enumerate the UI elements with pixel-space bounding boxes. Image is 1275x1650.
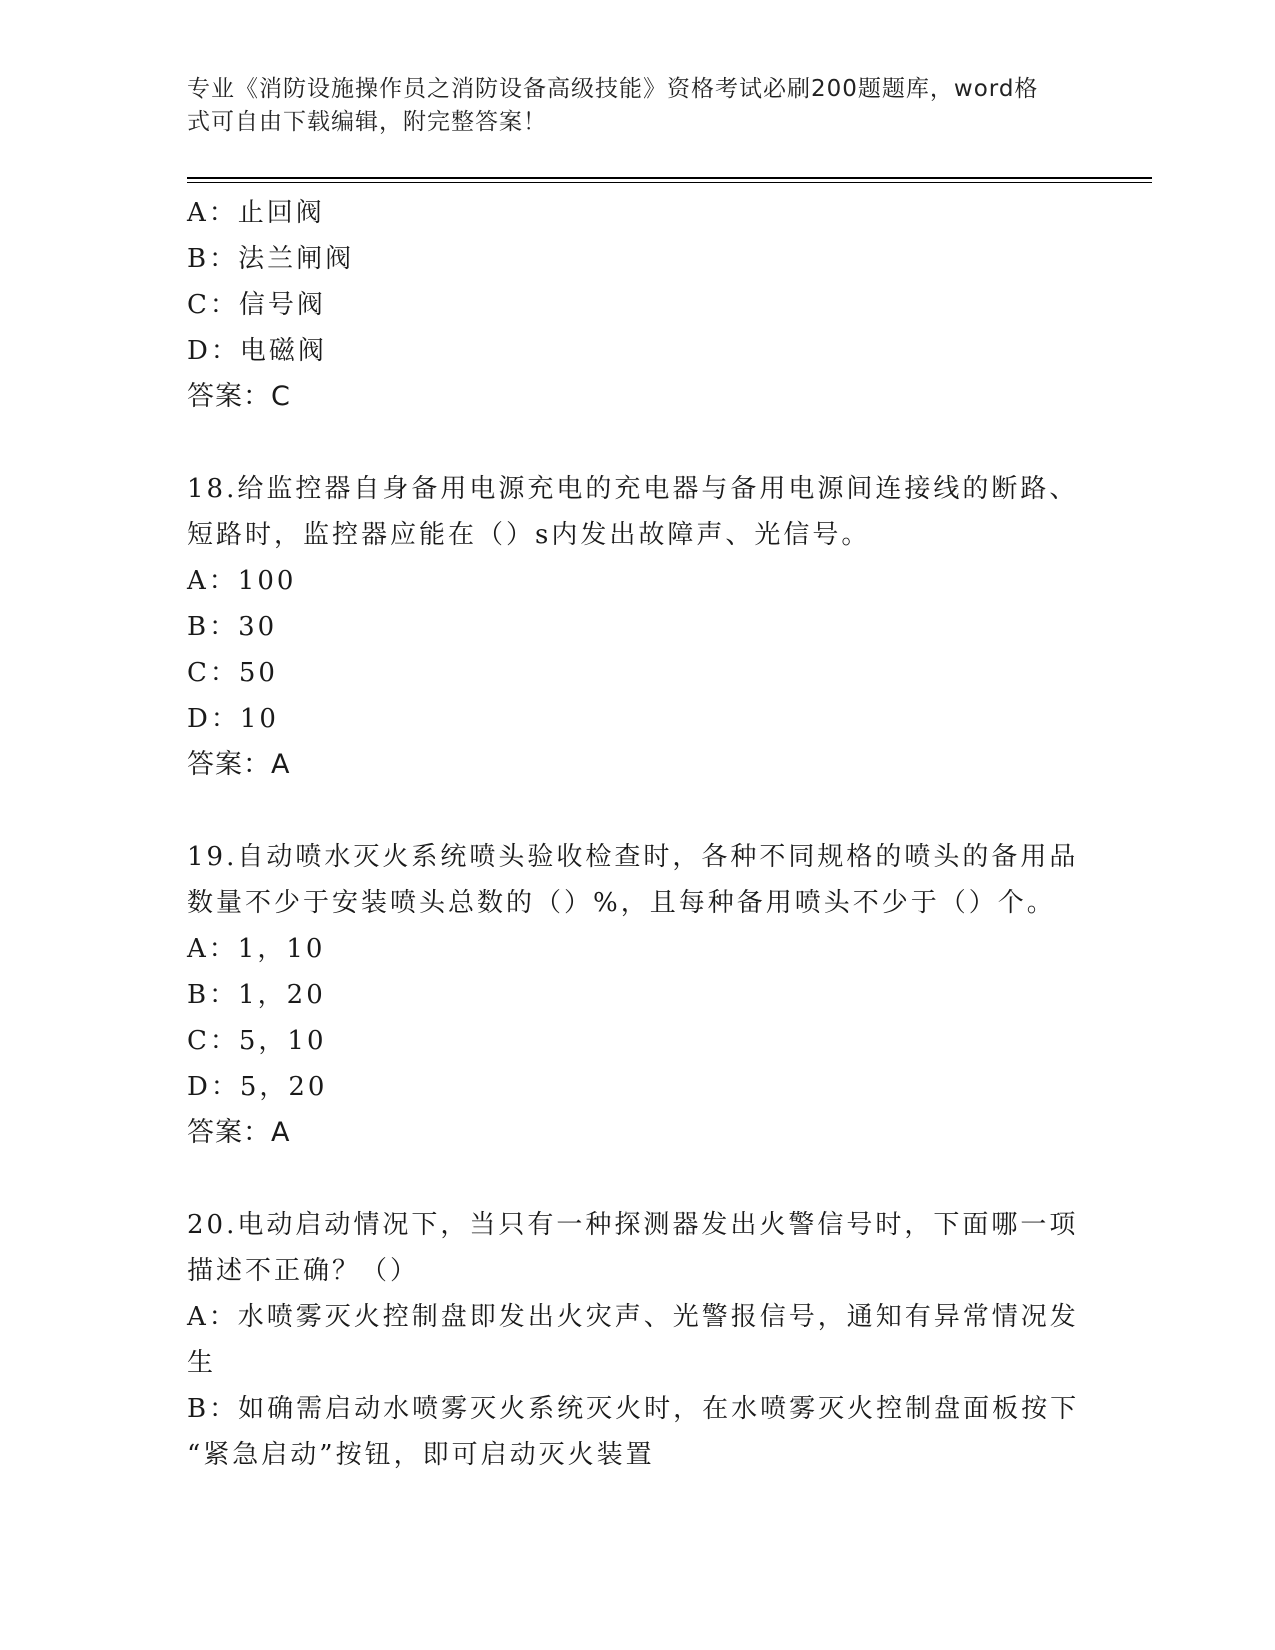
question-20: [187, 1202, 1087, 1478]
header-line-1: 专业《消防设施操作员之消防设备高级技能》资格考试必刷200题题库，word格: [187, 76, 1039, 102]
option-b: B：1，20: [187, 980, 326, 1010]
option-a: A：止回阀: [187, 198, 325, 228]
option-b-line-2: “紧急启动”按钮，即可启动灭火装置: [187, 1440, 655, 1470]
option-a-line-1: A：水喷雾灭火控制盘即发出火灾声、光警报信号，通知有异常情况发: [187, 1302, 1079, 1332]
stem-line-2: 短路时，监控器应能在（）s内发出故障声、光信号。: [187, 520, 871, 550]
option-c: C：信号阀: [187, 290, 326, 320]
question-stem: [187, 466, 1077, 558]
question-17: [187, 190, 1087, 420]
option-d: D：10: [187, 704, 279, 734]
stem-line-1: 18.给监控器自身备用电源充电的充电器与备用电源间连接线的断路、: [187, 474, 1079, 504]
header-divider-thin: [187, 182, 1152, 183]
question-list: [187, 190, 1087, 1478]
option-c: C：50: [187, 658, 278, 688]
stem-line-2: 数量不少于安装喷头总数的（）%，且每种备用喷头不少于（）个。: [187, 888, 1056, 918]
answer: 答案：C: [187, 381, 291, 412]
stem-line-1: 20.电动启动情况下，当只有一种探测器发出火警信号时，下面哪一项: [187, 1210, 1079, 1240]
question-stem: [187, 834, 1077, 926]
question-18: [187, 466, 1087, 788]
stem-line-2: 描述不正确？（）: [187, 1256, 420, 1286]
option-a-line-2: 生: [187, 1348, 217, 1378]
option-b-line-1: B：如确需启动水喷雾灭火系统灭火时，在水喷雾灭火控制盘面板按下: [187, 1394, 1080, 1424]
question-19: [187, 834, 1087, 1156]
option-a: A：100: [187, 566, 297, 596]
option-d: D：5，20: [187, 1072, 328, 1102]
option-c: C：5，10: [187, 1026, 327, 1056]
answer: 答案：A: [187, 749, 291, 780]
option-d: D：电磁阀: [187, 336, 327, 366]
stem-line-1: 19.自动喷水灭火系统喷头验收检查时，各种不同规格的喷头的备用品: [187, 842, 1079, 872]
document-header: [187, 73, 1067, 139]
option-a: A：1，10: [187, 934, 326, 964]
header-divider-thick: [187, 177, 1152, 179]
header-line-2: 式可自由下载编辑，附完整答案！: [187, 109, 547, 135]
option-b: B：法兰闸阀: [187, 244, 355, 274]
answer: 答案：A: [187, 1117, 291, 1148]
option-b: B：30: [187, 612, 278, 642]
question-stem: [187, 1202, 1077, 1294]
